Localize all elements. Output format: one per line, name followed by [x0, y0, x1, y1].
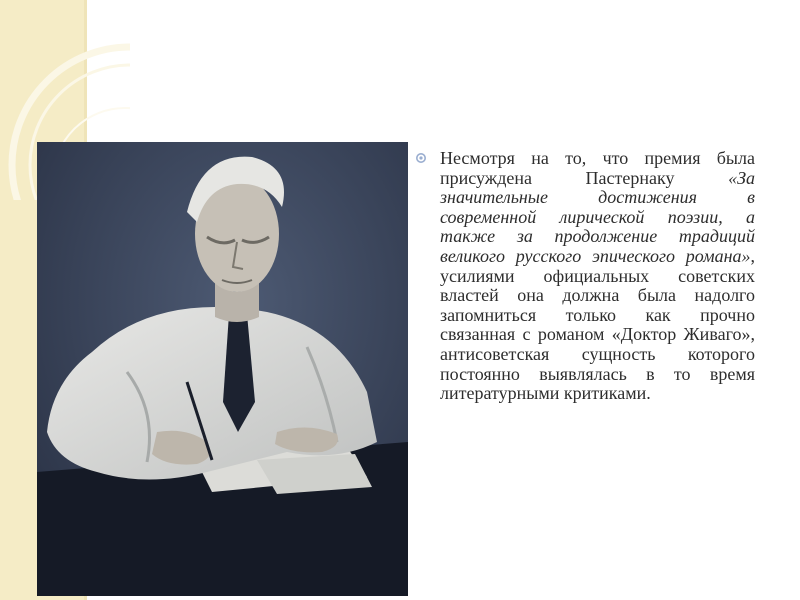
bullet-icon	[415, 152, 427, 164]
portrait-photo	[37, 142, 408, 596]
award-citation-quote: «За значительные достижения в современной лирической поэзии, а также за продолжение традиций великого русского эпического романа»	[440, 167, 755, 266]
slide-body-text	[440, 149, 755, 404]
body-text-part2: , усилиями официальных советских властей она должна была надолго запомниться только как прочно связанная с романом «Доктор Живаго», антисоветская сущность которого постоянно выявлялась в то время литературными критиками.	[440, 245, 755, 404]
body-text-part1: Несмотря на то, что премия была присуждена Пастернаку	[440, 148, 755, 188]
portrait-illustration	[37, 142, 408, 596]
